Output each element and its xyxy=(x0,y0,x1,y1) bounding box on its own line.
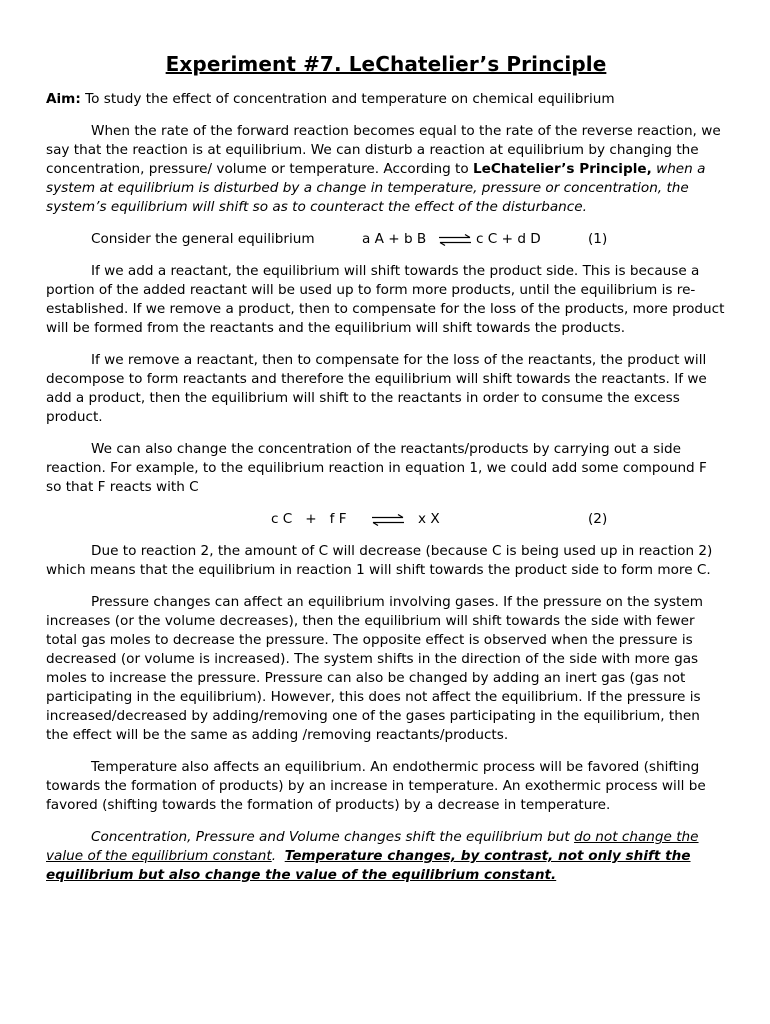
equation-2 xyxy=(46,510,726,529)
paragraph-pressure: Pressure changes can affect an equilibrium involving gases. If the pressure on the system increases (or the volume decreases), then the equilibrium will shift towards the side with fewer total gas moles to decrease the pressure. The opposite effect is observed when the pressure is decreased (or volume is increased). The system shifts in the direction of the side with more gas moles to increase the pressure. Pressure can also be changed by adding an inert gas (gas not participating in the equilibrium). However, this does not affect the equilibrium. If the pressure is increased/decreased by adding/removing one of the gases participating in the equilibrium, then the effect will be the same as adding /removing reactants/products. xyxy=(46,594,703,743)
equation-1 xyxy=(46,230,726,249)
equation-1-left: a A + b B xyxy=(362,231,427,247)
aim-label: Aim: xyxy=(46,91,81,107)
paragraph-remove-reactant: If we remove a reactant, then to compensate for the loss of the reactants, the product will decompose to form reactants and therefore the equilibrium will shift towards the reactants. If we add a product, then the equilibrium will shift to the reactants in order to consume the excess product. xyxy=(46,352,707,425)
equation-2-number: (2) xyxy=(588,511,608,527)
equation-2-left: c C + f F xyxy=(271,511,347,527)
conclusion-italic: Concentration, Pressure and Volume changes shift the equilibrium but xyxy=(91,829,575,845)
document-page xyxy=(46,52,726,898)
intro-text: When the rate of the forward reaction becomes equal to the rate of the reverse reaction, we say that the reaction is at equilibrium. We can disturb a reaction at equilibrium by changing the concentration, pressure/ volume or temperature. According to xyxy=(46,123,721,177)
conclusion-period: . xyxy=(271,848,285,864)
equation-1-intro: Consider the general equilibrium xyxy=(91,231,315,247)
conclusion-bold: Temperature changes, by contrast, not only shift the equilibrium but also change the value of the equilibrium constant. xyxy=(46,848,691,883)
aim-line xyxy=(46,90,726,109)
equilibrium-arrow-icon xyxy=(370,514,406,526)
intro-paragraph xyxy=(46,122,726,217)
equilibrium-arrow-icon xyxy=(437,234,473,246)
conclusion-paragraph xyxy=(46,828,726,885)
paragraph-reaction-2: Due to reaction 2, the amount of C will decrease (because C is being used up in reaction 2) which means that the equilibrium in reaction 1 will shift towards the product side to form more C. xyxy=(46,543,713,578)
equation-2-right: x X xyxy=(418,511,440,527)
principle-name: LeChatelier’s Principle, xyxy=(473,161,652,177)
equation-1-number: (1) xyxy=(588,231,608,247)
aim-text: To study the effect of concentration and temperature on chemical equilibrium xyxy=(80,91,615,107)
paragraph-side-reaction: We can also change the concentration of the reactants/products by carrying out a side reaction. For example, to the equilibrium reaction in equation 1, we could add some compound F so that F reacts with C xyxy=(46,441,707,495)
conclusion-underlined: do not change the value of the equilibrium constant xyxy=(46,829,699,864)
equation-1-right: c C + d D xyxy=(476,231,541,247)
page-title: Experiment #7. LeChatelier’s Principle xyxy=(165,52,607,76)
principle-definition: when a system at equilibrium is disturbed by a change in temperature, pressure or concentration, the system’s equilibrium will shift so as to counteract the effect of the disturbance. xyxy=(46,161,706,215)
paragraph-temperature: Temperature also affects an equilibrium. An endothermic process will be favored (shifting towards the formation of products) by an increase in temperature. An exothermic process will be favored (shifting towards the formation of products) by a decrease in temperature. xyxy=(46,759,706,813)
paragraph-add-reactant: If we add a reactant, the equilibrium will shift towards the product side. This is because a portion of the added reactant will be used up to form more products, until the equilibrium is re-established. If we remove a product, then to compensate for the loss of the products, more product will be formed from the reactants and the equilibrium will shift towards the products. xyxy=(46,263,725,336)
